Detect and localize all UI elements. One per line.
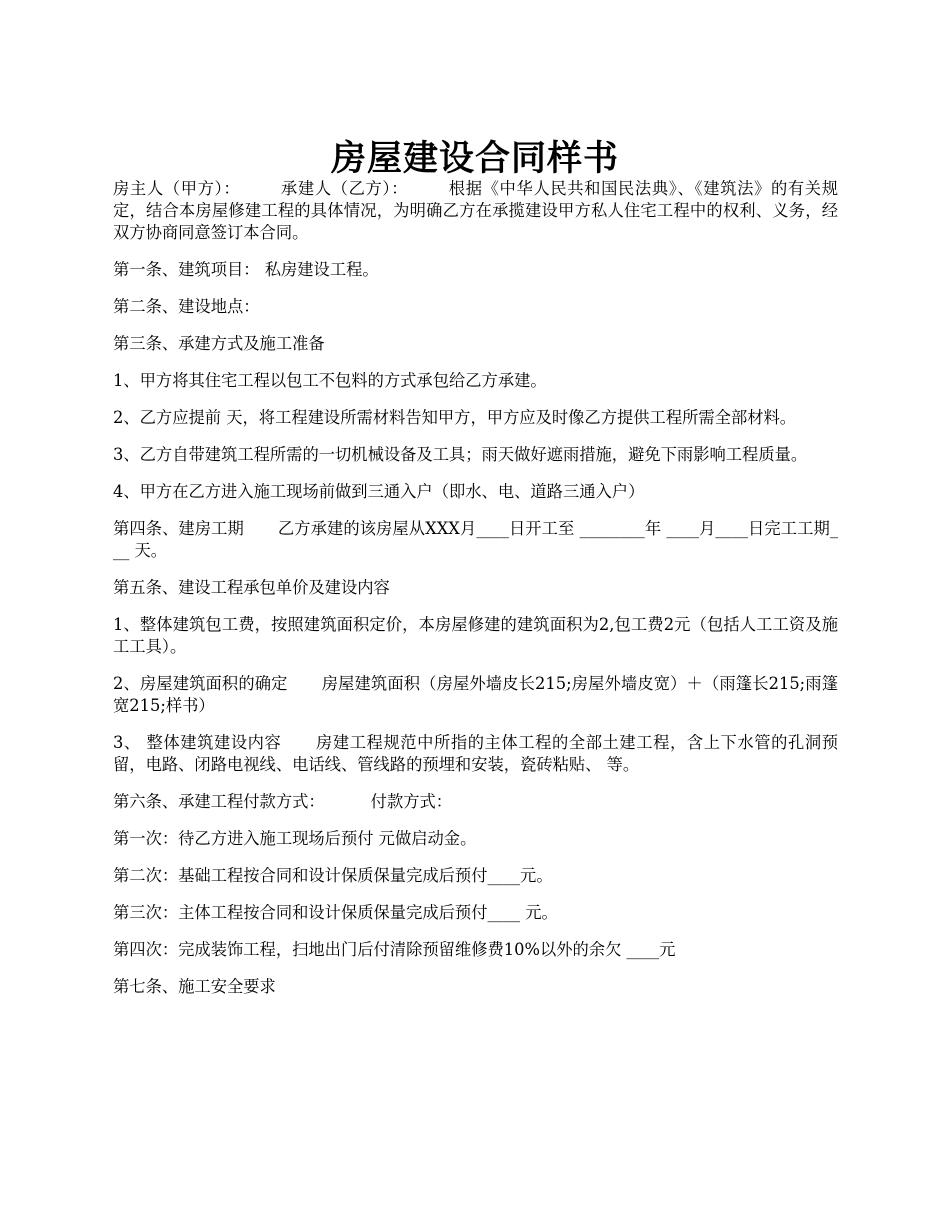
- paragraph-payment-1: 第一次：待乙方进入施工现场后预付 元做启动金。: [113, 829, 477, 848]
- paragraph-payment-2: 第二次：基础工程按合同和设计保质保量完成后预付____元。: [113, 866, 553, 885]
- paragraph-article-5-item-3: [113, 732, 838, 776]
- article-4-heading: 第四条、建房工期: [113, 519, 244, 538]
- paragraph-payment-4: 第四次：完成装饰工程，扫地出门后付清除预留维修费10%以外的余欠 ____元: [113, 940, 676, 959]
- paragraph-article-3-item-1: 1、甲方将其住宅工程以包工不包料的方式承包给乙方承建。: [113, 371, 547, 390]
- paragraph-article-7: 第七条、施工安全要求: [113, 977, 276, 996]
- article-6-text: 付款方式：: [370, 792, 453, 811]
- paragraph-article-5: 第五条、建设工程承包单价及建设内容: [113, 578, 390, 597]
- document-body: [113, 178, 838, 1013]
- article-5-item-3-text: 房建工程规范中所指的主体工程的全部土建工程，含上下水管的孔洞预留，电路、闭路电视线、电话线、管线路的预埋和安装，瓷砖粘贴、 等。: [113, 733, 838, 774]
- party-b-label: 承建人（乙方）：: [280, 179, 409, 198]
- paragraph-article-3-item-3: 3、乙方自带建筑工程所需的一切机械设备及工具；雨天做好遮雨措施，避免下雨影响工程质量。: [113, 445, 808, 464]
- article-5-item-2-heading: 2、房屋建筑面积的确定: [113, 674, 288, 693]
- intro-text: 根据《中华人民共和国民法典》、《建筑法》的有关规定，结合本房屋修建工程的具体情况，为明确乙方在承揽建设甲方私人住宅工程中的权利、义务，经双方协商同意签订本合同。: [113, 179, 839, 242]
- article-5-item-2-text: 房屋建筑面积（房屋外墙皮长215;房屋外墙皮宽）＋（雨篷长215;雨篷宽215;样书）: [113, 674, 838, 715]
- paragraph-article-2: 第二条、建设地点：: [113, 297, 260, 316]
- paragraph-payment-3: 第三次：主体工程按合同和设计保质保量完成后预付____ 元。: [113, 903, 558, 922]
- article-4-text: 乙方承建的该房屋从XXX月____日开工至 ________年 ____月____日完工工期___ 天。: [113, 519, 838, 560]
- document-title: 房屋建设合同样书: [330, 139, 619, 180]
- paragraph-article-4: [113, 518, 838, 562]
- paragraph-article-6: [113, 791, 838, 813]
- paragraph-article-1: 第一条、建筑项目： 私房建设工程。: [113, 260, 379, 279]
- party-a-label: 房主人（甲方）：: [113, 179, 241, 198]
- paragraph-article-3-item-2: 2、乙方应提前 天，将工程建设所需材料告知甲方，甲方应及时像乙方提供工程所需全部材料。: [113, 408, 797, 427]
- paragraph-article-5-item-1: 1、整体建筑包工费，按照建筑面积定价，本房屋修建的建筑面积为2,包工费2元（包括人工工资及施工工具）。: [113, 615, 838, 656]
- article-6-heading: 第六条、承建工程付款方式：: [113, 792, 325, 811]
- paragraph-article-5-item-2: [113, 673, 838, 717]
- paragraph-intro: [113, 178, 838, 244]
- paragraph-article-3-item-4: 4、甲方在乙方进入施工现场前做到三通入户（即水、电、道路三通入户）: [113, 482, 645, 501]
- paragraph-article-3: 第三条、承建方式及施工准备: [113, 334, 325, 353]
- article-5-item-3-heading: 3、 整体建筑建设内容: [113, 733, 282, 752]
